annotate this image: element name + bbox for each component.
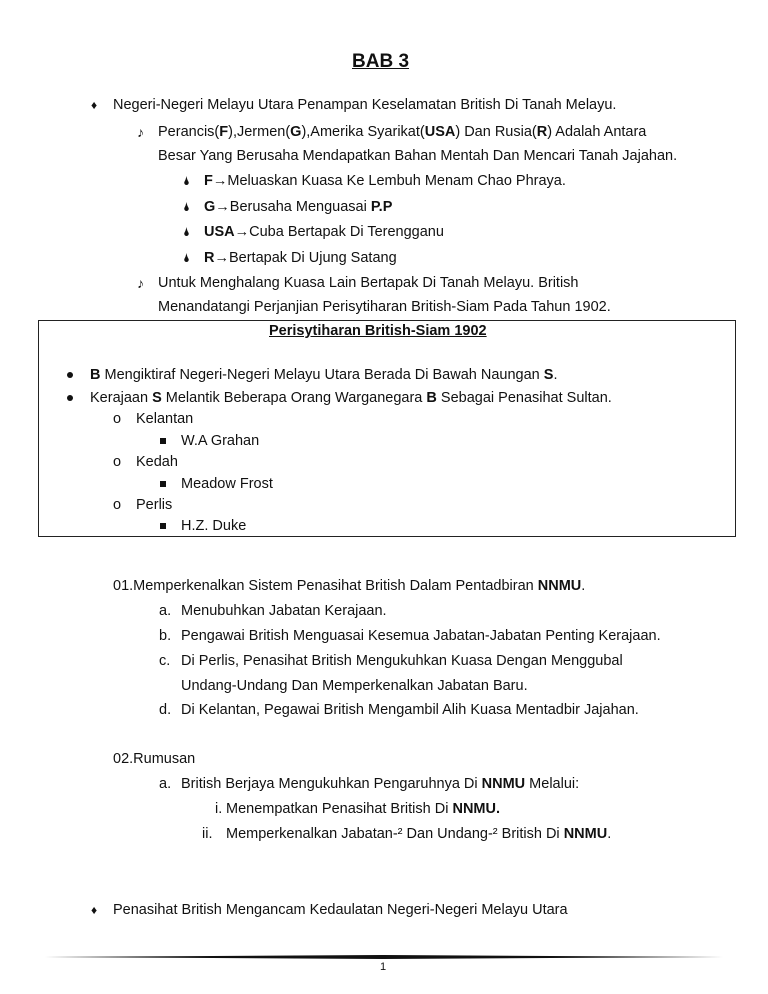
state-name: Perlis [136, 497, 173, 513]
intro-para1-line1: Perancis(F),Jermen(G),Amerika Syarikat(USA) Dan Rusia(R) Adalah Antara [158, 124, 647, 140]
list-marker: c. [159, 653, 171, 669]
section1-item: Di Perlis, Penasihat British Mengukuhkan Kuasa Dengan Menggubal [181, 653, 623, 669]
section1-item: Menubuhkan Jabatan Kerajaan. [181, 603, 387, 619]
section2-heading: 02.Rumusan [113, 751, 196, 767]
state-name: Kedah [136, 454, 178, 470]
state-advisor: W.A Grahan [181, 433, 260, 449]
section1-item: Di Kelantan, Pegawai British Mengambil Alih Kuasa Mentadbir Jajahan. [181, 702, 639, 718]
intro-heading: Negeri-Negeri Melayu Utara Penampan Keselamatan British Di Tanah Melayu. [113, 97, 617, 113]
diamond-bullet-icon: ♦ [91, 903, 98, 917]
list-marker: a. [159, 603, 172, 619]
circle-bullet: o [113, 497, 122, 513]
circle-bullet: o [113, 454, 122, 470]
note-bullet-icon: ♪ [137, 275, 144, 291]
intro-para2-line2: Menandatangi Perjanjian Perisytiharan British-Siam Pada Tahun 1902. [158, 299, 611, 315]
drop-bullet-icon: 🌢 [183, 225, 191, 239]
state-name: Kelantan [136, 411, 194, 427]
footer-divider [45, 955, 723, 959]
declaration-point-2: Kerajaan S Melantik Beberapa Orang Warganegara B Sebagai Penasihat Sultan. [90, 390, 612, 406]
state-advisor: Meadow Frost [181, 476, 273, 492]
power-item: R→Bertapak Di Ujung Satang [204, 250, 397, 266]
section1-item-continued: Undang-Undang Dan Memperkenalkan Jabatan Baru. [181, 678, 528, 694]
list-marker: i. [215, 801, 223, 817]
square-bullet-icon [160, 438, 166, 444]
bullet-dot-icon [67, 372, 73, 378]
square-bullet-icon [160, 523, 166, 529]
intro-para1-line2: Besar Yang Berusaha Mendapatkan Bahan Mentah Dan Mencari Tanah Jajahan. [158, 148, 678, 164]
state-advisor: H.Z. Duke [181, 518, 247, 534]
page-title: BAB 3 [352, 51, 410, 72]
declaration-point-1: B Mengiktiraf Negeri-Negeri Melayu Utara Berada Di Bawah Naungan S. [90, 367, 558, 383]
section2-item-i: Menempatkan Penasihat British Di NNMU. [226, 801, 501, 817]
power-item: F→Meluaskan Kuasa Ke Lembuh Menam Chao Phraya. [204, 173, 566, 189]
circle-bullet: o [113, 411, 122, 427]
list-marker: a. [159, 776, 172, 792]
closing-point: Penasihat British Mengancam Kedaulatan Negeri-Negeri Melayu Utara [113, 902, 568, 918]
page-number: 1 [380, 961, 387, 973]
bullet-dot-icon [67, 395, 73, 401]
list-marker: ii. [202, 826, 213, 842]
drop-bullet-icon: 🌢 [183, 174, 191, 188]
drop-bullet-icon: 🌢 [183, 200, 191, 214]
diamond-bullet-icon: ♦ [91, 98, 98, 112]
section1-item: Pengawai British Menguasai Kesemua Jabatan-Jabatan Penting Kerajaan. [181, 628, 661, 644]
declaration-title: Perisytiharan British-Siam 1902 [269, 323, 487, 339]
power-item: G→Berusaha Menguasai P.P [204, 199, 393, 215]
square-bullet-icon [160, 481, 166, 487]
list-marker: b. [159, 628, 172, 644]
section1-heading: 01.Memperkenalkan Sistem Penasihat British Dalam Pentadbiran NNMU. [113, 578, 586, 594]
drop-bullet-icon: 🌢 [183, 251, 191, 265]
note-bullet-icon: ♪ [137, 124, 144, 140]
section2-item-ii: Memperkenalkan Jabatan-² Dan Undang-² British Di NNMU. [226, 826, 612, 842]
intro-para2-line1: Untuk Menghalang Kuasa Lain Bertapak Di Tanah Melayu. British [158, 275, 579, 291]
power-item: USA→Cuba Bertapak Di Terengganu [204, 224, 444, 240]
list-marker: d. [159, 702, 172, 718]
section2-item-a: British Berjaya Mengukuhkan Pengaruhnya Di NNMU Melalui: [181, 776, 580, 792]
